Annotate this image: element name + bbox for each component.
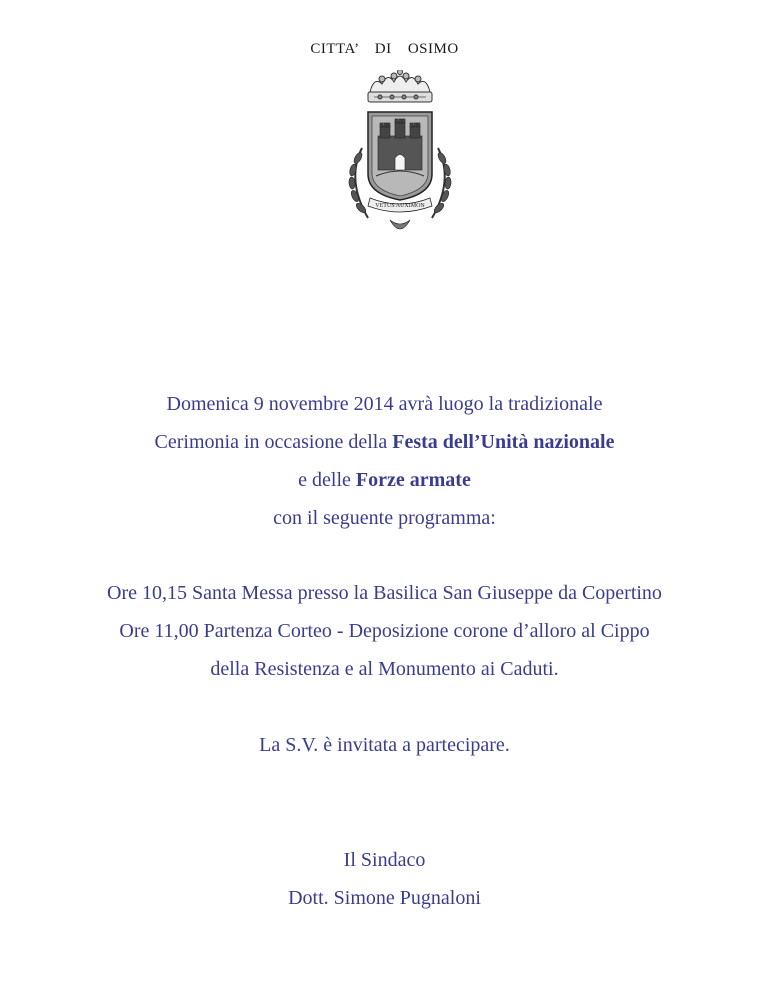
- city-header: CITTA’ DI OSIMO: [310, 41, 459, 57]
- signature-title: Il Sindaco: [343, 849, 426, 871]
- announcement-line-3-text: e delle: [298, 469, 356, 491]
- program-line-3: della Resistenza e al Monumento ai Caduti.: [210, 658, 559, 680]
- city-crest-logo: [340, 70, 460, 242]
- armed-forces-label: Forze armate: [355, 469, 471, 491]
- motto-text: VETUS AUXIMON: [375, 203, 425, 209]
- announcement-block: [0, 385, 769, 537]
- festival-name: Festa dell’Unità nazionale: [392, 431, 615, 453]
- program-line-1: Ore 10,15 Santa Messa presso la Basilica San Giuseppe da Copertino: [107, 582, 662, 604]
- announcement-line-2: [0, 423, 769, 461]
- crown-icon: [368, 70, 432, 102]
- program-block: [0, 574, 769, 688]
- announcement-line-4: con il seguente programma:: [273, 507, 496, 529]
- invitation-block: [0, 726, 769, 764]
- program-line-2: Ore 11,00 Partenza Corteo - Deposizione corone d’alloro al Cippo: [119, 620, 650, 642]
- invitation-text: La S.V. è invitata a partecipare.: [259, 734, 510, 756]
- signature-block: [0, 841, 769, 917]
- announcement-line-2-text: Cerimonia in occasione della: [154, 431, 393, 453]
- announcement-line-1: Domenica 9 novembre 2014 avrà luogo la tradizionale: [166, 393, 603, 415]
- signature-name: Dott. Simone Pugnaloni: [288, 887, 481, 909]
- announcement-line-3: [0, 461, 769, 499]
- shield-icon: [368, 112, 432, 200]
